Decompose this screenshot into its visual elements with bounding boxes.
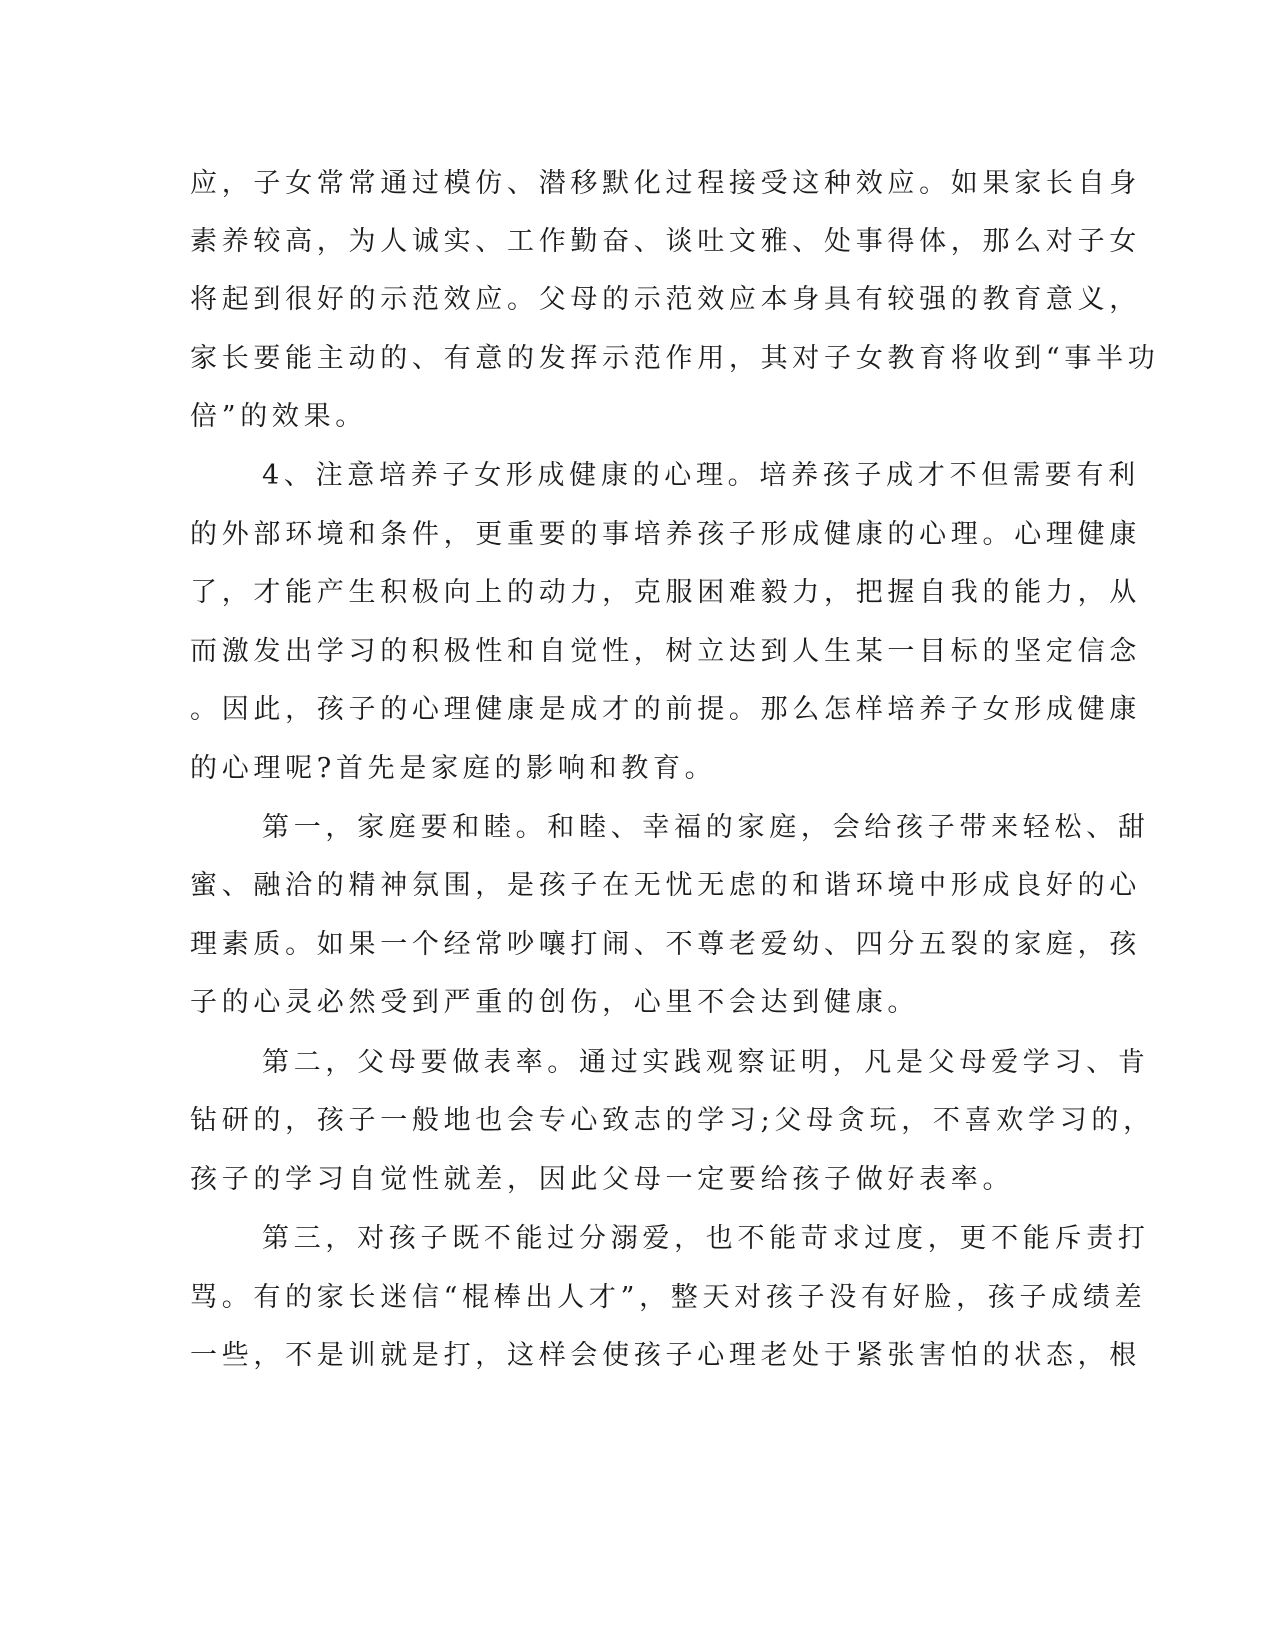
text-line: 蜜、融洽的精神氛围，是孩子在无忧无虑的和谐环境中形成良好的心: [190, 870, 1141, 901]
text-line: 第二，父母要做表率。通过实践观察证明，凡是父母爱学习、肯: [262, 1047, 1150, 1078]
text-line: 骂。有的家长迷信“棍棒出人才”，整天对孩子没有好脸，孩子成绩差: [190, 1282, 1147, 1313]
text-line: 家长要能主动的、有意的发挥示范作用，其对子女教育将收到“事半功: [190, 343, 1160, 374]
text-line: 将起到很好的示范效应。父母的示范效应本身具有较强的教育意义，: [190, 284, 1141, 315]
text-line: 的外部环境和条件，更重要的事培养孩子形成健康的心理。心理健康: [190, 519, 1141, 550]
text-line: 一些，不是训就是打，这样会使孩子心理老处于紧张害怕的状态，根: [190, 1340, 1141, 1371]
text-line: 而激发出学习的积极性和自觉性，树立达到人生某一目标的坚定信念: [190, 636, 1141, 667]
text-line: 。因此，孩子的心理健康是成才的前提。那么怎样培养子女形成健康: [190, 694, 1141, 725]
text-line: 理素质。如果一个经常吵嚷打闹、不尊老爱幼、四分五裂的家庭，孩: [190, 929, 1141, 960]
text-line: 4、注意培养子女形成健康的心理。培养孩子成才不但需要有利: [262, 460, 1140, 491]
text-line: 了，才能产生积极向上的动力，克服困难毅力，把握自我的能力，从: [190, 577, 1141, 608]
text-line: 倍”的效果。: [190, 401, 368, 432]
text-line: 钻研的，孩子一般地也会专心致志的学习;父母贪玩，不喜欢学习的，: [190, 1105, 1155, 1136]
text-line: 第三，对孩子既不能过分溺爱，也不能苛求过度，更不能斥责打: [262, 1223, 1150, 1254]
text-line: 第一，家庭要和睦。和睦、幸福的家庭，会给孩子带来轻松、甜: [262, 812, 1150, 843]
text-line: 应，子女常常通过模仿、潜移默化过程接受这种效应。如果家长自身: [190, 168, 1141, 199]
text-line: 的心理呢?首先是家庭的影响和教育。: [190, 753, 717, 784]
text-line: 子的心灵必然受到严重的创伤，心里不会达到健康。: [190, 987, 920, 1018]
text-line: 孩子的学习自觉性就差，因此父母一定要给孩子做好表率。: [190, 1164, 1015, 1195]
text-line: 素养较高，为人诚实、工作勤奋、谈吐文雅、处事得体，那么对子女: [190, 226, 1141, 257]
